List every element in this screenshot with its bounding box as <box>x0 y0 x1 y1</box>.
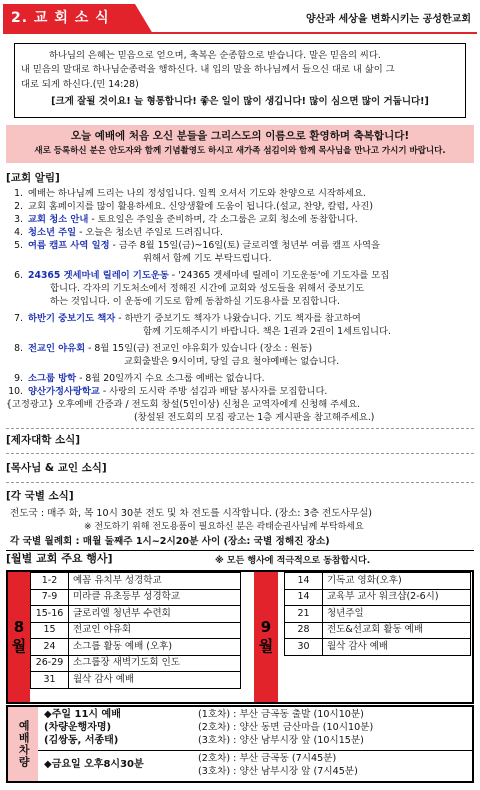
news-heading: [교회 알림] <box>6 172 60 184</box>
august-table <box>30 572 241 689</box>
item-text: - 오늘은 청소년 주일로 드려집니다. <box>76 227 223 238</box>
list-item <box>6 342 476 355</box>
list-item-cont <box>6 355 476 368</box>
welcome-line: 오늘 예배에 처음 오신 분들을 그리스도의 이름으로 환영하며 축복합니다! <box>70 130 410 142</box>
item-number: 9. <box>14 373 23 384</box>
event-date: 31 <box>31 672 69 689</box>
fixed-ad-cont <box>6 411 476 424</box>
list-item <box>6 226 476 239</box>
item-key: 하반기 중보기도 책자 <box>28 313 116 324</box>
september-table <box>284 572 471 656</box>
item-text: - 하반기 중보기도 책자가 나왔습니다. 기도 책자를 참고하여 <box>115 313 361 324</box>
table-row <box>31 639 241 656</box>
fixed-ad <box>6 398 476 411</box>
table-row <box>31 655 241 672</box>
item-number: 8. <box>14 343 23 354</box>
item-text: 함께 기도해주시기 바랍니다. 책은 1권과 2권이 1세트입니다. <box>143 326 391 337</box>
item-key: 전교인 야유회 <box>28 343 86 354</box>
verse-confession: [크게 잘될 것이요! 늘 형통합니다! 좋은 일이 많이 생깁니다! 많이 심으면 많이 거둡니다!] <box>51 96 429 108</box>
section-title: 2. 교 회 소 식 <box>11 10 110 26</box>
table-row <box>31 622 241 639</box>
item-number: 3. <box>14 214 23 225</box>
church-slogan: 양산과 세상을 변화시키는 공성한교회 <box>305 14 471 25</box>
item-key: 24365 겟세마네 릴레이 기도운동 <box>28 270 169 281</box>
event-date: 7-9 <box>31 589 69 606</box>
route-line: (3호차) : 양산 남부시장 앞 (7시45분) <box>198 766 358 777</box>
event-name: 월삭 감사 예배 <box>69 672 241 689</box>
list-item <box>6 187 476 200</box>
divider <box>6 428 474 429</box>
friday-row <box>38 751 472 781</box>
item-key: 양산가정사랑학교 <box>28 386 100 397</box>
item-text: 교회 홈페이지를 많이 활용하세요. 신앙생활에 도움이 됩니다.(설교, 찬양, 칼럼, 사진) <box>28 201 373 212</box>
nation-note: ※ 전도하기 위해 전도용품이 필요하신 분은 곽태순권사님께 부탁하세요 <box>84 522 364 532</box>
item-text: - '24365 겟세마네 릴레이 기도운동'에 기도자를 모집 <box>168 270 390 281</box>
list-item <box>6 213 476 226</box>
month-august: 8 월 <box>8 572 30 702</box>
item-key: 교회 청소 안내 <box>28 214 89 225</box>
section-header <box>3 4 477 34</box>
event-date: 28 <box>285 622 323 639</box>
calendar-note: ※ 모든 행사에 적극적으로 동참합시다. <box>215 556 371 566</box>
month-september: 9 월 <box>254 572 278 702</box>
event-name: 글로리엘 청년부 수련회 <box>69 606 241 623</box>
divider <box>6 453 474 454</box>
table-row <box>31 606 241 623</box>
item-key: 청소년 주일 <box>28 227 77 238</box>
calendar-title: [월별 교회 주요 행사] <box>6 552 113 565</box>
event-date: 21 <box>285 606 323 623</box>
list-item <box>6 200 476 213</box>
list-item <box>6 312 476 325</box>
route-line: (2호차) : 부산 금곡동 (7시45분) <box>198 753 337 764</box>
verse-line: 내 믿음의 말대로 하나님순종력을 행하신다. 내 입의 말을 하나님께서 들으신 대로 내 삶이 그 <box>21 64 395 76</box>
shuttle-label <box>8 707 38 781</box>
event-name: 월삭 감사 예배 <box>323 639 471 656</box>
item-key: 여름 캠프 사역 일정 <box>28 240 110 251</box>
event-date: 14 <box>285 589 323 606</box>
event-name: 전교인 야유회 <box>69 622 241 639</box>
list-item <box>6 372 476 385</box>
event-name: 예꼼 유치부 성경학교 <box>69 573 241 590</box>
event-name: 교육부 교사 워크샵(2-6시) <box>323 589 471 606</box>
table-row <box>285 606 471 623</box>
shuttle-label-text: 예배차량 <box>17 720 31 768</box>
verse-line: 대로 되게 하신다.(민 14:28) <box>21 78 139 90</box>
event-date: 30 <box>285 639 323 656</box>
item-text: - 8월 20일까지 수요 소그룹 예배는 없습니다. <box>76 373 265 384</box>
item-number: 6. <box>14 270 23 281</box>
item-number: 4. <box>14 227 23 238</box>
list-item <box>6 239 476 252</box>
route-line: (2호차) : 양산 동면 금산마을 (10시10분) <box>198 722 374 733</box>
list-item-cont <box>6 325 476 338</box>
ad-text: (창설된 전도회의 모집 광고는 1층 게시판을 참고해주세요.) <box>134 412 375 423</box>
event-name: 소그룹 활동 예배 (오후) <box>69 639 241 656</box>
verse-line: 하나님의 은혜는 믿음으로 얻으며, 축복은 순종함으로 받습니다. 말은 믿음의 씨다. <box>49 50 381 61</box>
divider <box>6 482 474 483</box>
item-number: 10. <box>8 386 23 397</box>
news-list <box>6 187 476 424</box>
pastor-heading: [목사님 & 교인 소식] <box>6 462 107 474</box>
item-text: 하는 것입니다. 이 운동에 기도로 함께 동참하실 기도용사를 모집합니다. <box>50 296 340 307</box>
sunday-title: ◆주일 11시 예배 <box>44 709 121 720</box>
ad-text: {고정광고} 오후예배 간증과 / 전도회 창설(5인이상) 신청은 교역자에게 신청해 주세요. <box>6 399 361 410</box>
event-name: 청년주일 <box>323 606 471 623</box>
item-key: 소그룹 방학 <box>28 373 77 384</box>
event-date: 24 <box>31 639 69 656</box>
table-row <box>285 622 471 639</box>
disciple-heading: [제자대학 소식] <box>6 434 81 446</box>
divider <box>6 550 474 551</box>
item-text: - 금주 8월 15일(금)~16일(토) 글로리엘 청년부 여름 캠프 사역을 <box>109 240 380 251</box>
driver-caption: (차량운행자명) <box>44 722 112 733</box>
item-text: 교회출발은 9시이며, 당일 금요 철야예배는 없습니다. <box>124 356 340 367</box>
event-date: 15 <box>31 622 69 639</box>
shuttle-schedule <box>6 705 474 783</box>
welcome-banner <box>6 125 474 163</box>
event-date: 1-2 <box>31 573 69 590</box>
sunday-row <box>38 707 472 751</box>
event-name: 소그룹장 새벽기도회 인도 <box>69 655 241 672</box>
event-date: 26-29 <box>31 655 69 672</box>
item-text: - 토요일은 주일을 준비하며, 각 소그룹은 교회 청소에 동참합니다. <box>88 214 358 225</box>
item-number: 5. <box>14 240 23 251</box>
item-text: - 사랑의 도시락 주방 섬김과 배달 봉사자를 모집합니다. <box>99 386 328 397</box>
list-item-cont <box>6 252 476 265</box>
table-row <box>31 589 241 606</box>
event-date: 14 <box>285 573 323 590</box>
welcome-line: 새로 등록하신 분은 안도자와 함께 기념촬영도 하시고 새가족 섬김이와 함께 목사님을 만나고 가시기 바랍니다. <box>34 146 446 157</box>
nation-heading: [각 국별 소식] <box>6 490 74 502</box>
list-item-cont <box>6 282 476 295</box>
table-row <box>285 639 471 656</box>
header-rule <box>3 32 477 34</box>
item-text: 위해서 함께 기도 부탁드립니다. <box>143 253 272 264</box>
verse-box <box>14 43 466 118</box>
item-number: 7. <box>14 313 23 324</box>
route-line: (3호차) : 양산 남부시장 앞 (10시15분) <box>198 735 364 746</box>
event-name: 미라클 유초등부 성경학교 <box>69 589 241 606</box>
item-number: 1. <box>14 188 23 199</box>
item-text: 합니다. 각자의 기도처소에서 정해진 시간에 교회와 성도들을 위해서 중보기도 <box>50 283 364 294</box>
nation-line: 전도국 : 매주 화, 목 10시 30분 전도 및 차 전도를 시작합니다. (장소: 3층 전도사무실) <box>10 508 373 519</box>
item-number: 2. <box>14 201 23 212</box>
event-name: 전도&선교회 활동 예배 <box>323 622 471 639</box>
driver-names: (김쌍동, 서종태) <box>44 735 119 746</box>
list-item <box>6 385 476 398</box>
table-row <box>285 589 471 606</box>
route-line: (1호차) : 부산 금곡동 출발 (10시10분) <box>198 709 364 720</box>
table-row <box>285 573 471 590</box>
list-item <box>6 269 476 282</box>
nation-meeting: 각 국별 월례회 : 매월 둘째주 1시~2시20분 사이 (장소: 국별 정해진 장소) <box>10 536 330 547</box>
friday-title: ◆금요일 오후8시30분 <box>44 759 144 770</box>
event-name: 기독교 영화(오후) <box>323 573 471 590</box>
event-date: 15-16 <box>31 606 69 623</box>
event-calendar <box>6 570 474 704</box>
item-text: 예배는 하나님께 드리는 나의 정성입니다. 일찍 오셔서 기도와 찬양으로 시작하세요. <box>28 188 366 199</box>
table-row <box>31 672 241 689</box>
item-text: - 8월 15일(금) 전교인 야유회가 있습니다 (장소 : 원동) <box>85 343 313 354</box>
table-row <box>31 573 241 590</box>
list-item-cont <box>6 295 476 308</box>
